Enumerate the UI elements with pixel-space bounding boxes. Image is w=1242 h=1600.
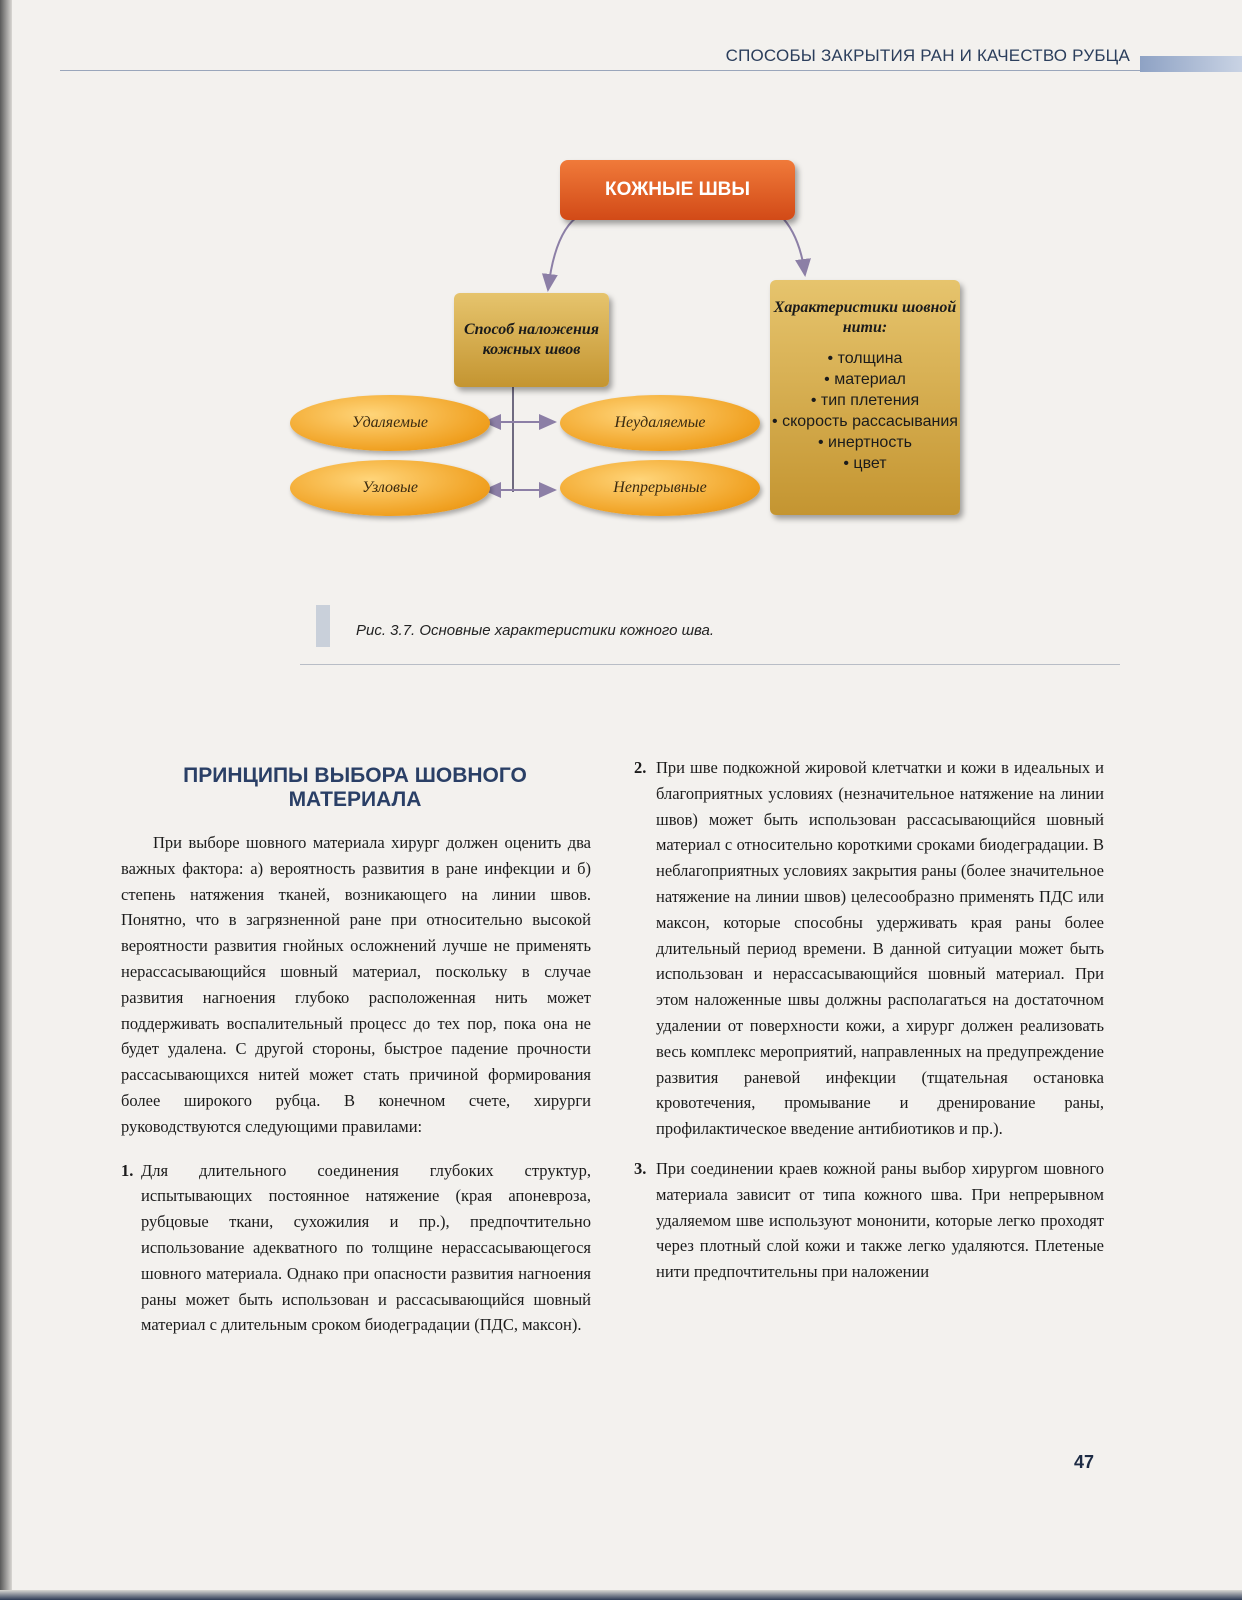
list-item xyxy=(634,1156,1104,1285)
list-item xyxy=(634,755,1104,1142)
arrow-to-method xyxy=(548,215,580,290)
characteristic-item: • скорость рассасывания xyxy=(772,413,958,430)
list-item-number: 1. xyxy=(121,1160,134,1180)
page-edge-shadow xyxy=(0,0,12,1600)
right-column xyxy=(634,755,1104,1285)
caption-rule xyxy=(300,664,1120,665)
characteristic-item: • инертность xyxy=(818,434,912,451)
method-node: Способ наложения кожных швов xyxy=(454,293,609,387)
skin-sutures-diagram xyxy=(280,150,980,590)
type-interrupted: Узловые xyxy=(290,460,490,516)
list-item-text: При шве подкожной жировой клетчатки и кожи в идеальных и благоприятных условиях (незначительное натяжение на линии швов) может быть использован рассасывающийся шовный материал с относительно короткими сроками биодеградации. В неблагоприятных условиях закрытия раны (более значительное натяжение на линии швов) целесообразно применять ПДС или максон, которые способны удерживать края раны более длительный период времени. В данной ситуации может быть использован и нерассасывающийся шовный материал. При этом наложенные швы должны располагаться на достаточном удалении от поверхности кожи, а хирург должен реализовать весь комплекс мероприятий, направленных на предупреждение развития раневой инфекции (тщательная остановка кровотечения, промывание и дренирование раны, профилактическое введение антибиотиков и пр.). xyxy=(656,758,1104,1139)
list-item xyxy=(121,1158,591,1339)
list-item-number: 2. xyxy=(634,758,647,777)
type-removable: Удаляемые xyxy=(290,395,490,451)
characteristics-title: Характеристики шовной нити: xyxy=(773,299,957,336)
characteristic-item: • тип плетения xyxy=(810,392,920,409)
section-title: ПРИНЦИПЫ ВЫБОРА ШОВНОГО МАТЕРИАЛА xyxy=(183,764,527,811)
left-column xyxy=(121,830,591,1338)
figure-caption: Рис. 3.7. Основные характеристики кожного шва. xyxy=(356,622,715,639)
main-node-skin-sutures: КОЖНЫЕ ШВЫ xyxy=(560,160,795,220)
page-number: 47 xyxy=(1074,1452,1095,1472)
list-item-text: При соединении краев кожной раны выбор хирургом шовного материала зависит от типа кожного шва. При непрерывном удаляемом шве используют мононити, которые легко проходят через плотный слой кожи и также легко удаляются. Плетеные нити предпочтительны при наложении xyxy=(656,1158,1104,1282)
characteristics-node xyxy=(770,280,960,515)
arrow-to-characteristics xyxy=(780,215,805,275)
bottom-edge xyxy=(0,1590,1242,1600)
running-head: СПОСОБЫ ЗАКРЫТИЯ РАН И КАЧЕСТВО РУБЦА xyxy=(725,46,1130,65)
characteristic-item: • материал xyxy=(824,371,906,388)
type-continuous: Непрерывные xyxy=(560,460,760,516)
list-item-text: Для длительного соединения глубоких структур, испытывающих постоянное натяжение (края апоневроза, рубцовые ткани, сухожилия и пр.), предпочтительно использование адекватного по толщине нерассасывающегося шовного материала. Однако при опасности развития нагноения раны может быть использован и рассасывающийся шовный материал с длительным сроком биодеградации (ПДС, максон). xyxy=(141,1160,591,1335)
characteristic-item: • цвет xyxy=(843,455,887,472)
header-accent-bar xyxy=(1140,56,1242,72)
list-item-number: 3. xyxy=(634,1158,647,1178)
characteristic-item: • толщина xyxy=(827,350,903,367)
header-rule xyxy=(60,70,1140,71)
caption-marker xyxy=(316,605,330,647)
type-nonremovable: Неудаляемые xyxy=(560,395,760,451)
characteristics-list xyxy=(770,348,960,474)
intro-paragraph: При выборе шовного материала хирург должен оценить два важных фактора: а) вероятность развития в ране инфекции и б) степень натяжения тканей, возникающего на линии швов. Понятно, что в загрязненной ране при относительно высокой вероятности развития гнойных осложнений лучше не применять нерассасывающийся шовный материал, поскольку в случае развития нагноения глубоко расположенная нить может поддерживать воспалительный процесс до тех пор, пока она не будет удалена. С другой стороны, быстрое падение прочности рассасывающихся нитей может стать причиной формирования более широкого рубца. В конечном счете, хирурги руководствуются следующими правилами: xyxy=(121,833,591,1136)
